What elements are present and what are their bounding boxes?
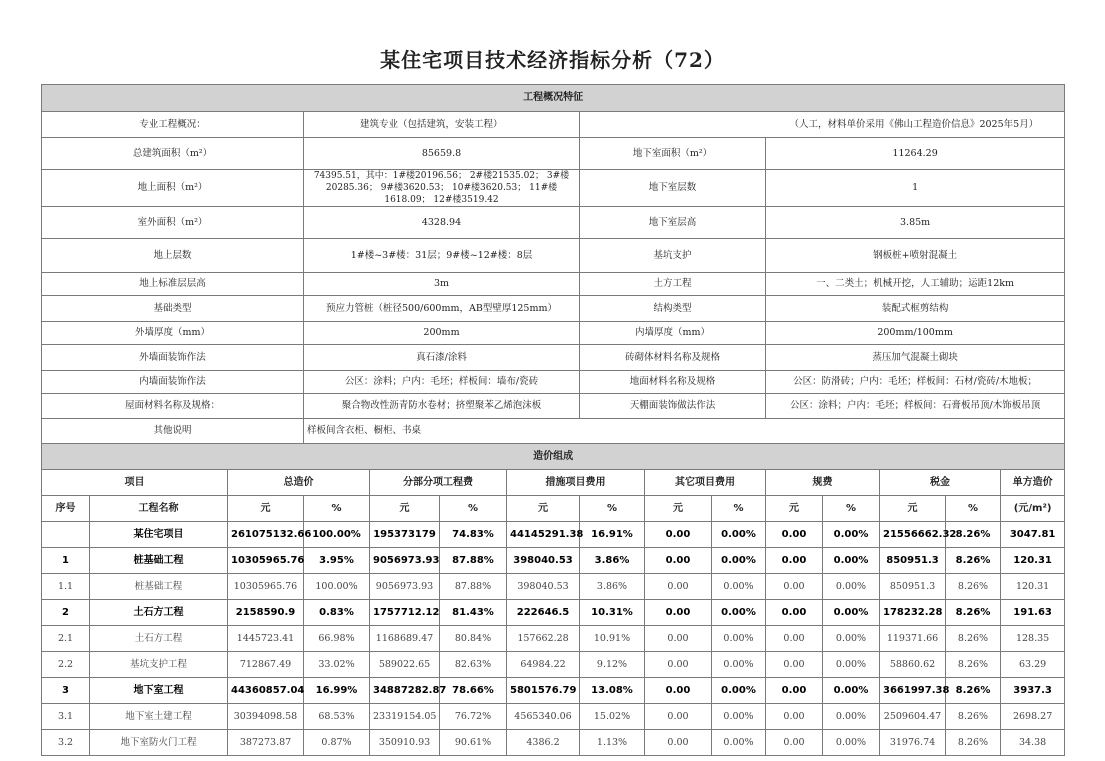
row-value: 0.00 — [766, 574, 823, 600]
feature-label: 地下室层高 — [580, 207, 766, 239]
row-value: 0.00 — [645, 600, 712, 626]
column-header: 工程名称 — [90, 496, 228, 522]
feature-value: 一、二类土；机械开挖，人工辅助；运距12km — [766, 273, 1065, 296]
table-row — [42, 652, 1065, 678]
row-value: 222646.5 — [507, 600, 580, 626]
row-value: 350910.93 — [370, 730, 440, 756]
feature-value: 3.85m — [766, 207, 1065, 239]
row-value: 0.00% — [823, 574, 880, 600]
row-value: 0.00 — [766, 548, 823, 574]
row-value: 4565340.06 — [507, 704, 580, 730]
feature-label: 地面材料名称及规格 — [580, 371, 766, 394]
row-value: 0.87% — [304, 730, 370, 756]
row-name: 某住宅项目 — [90, 522, 228, 548]
row-value: 21556662.32 — [880, 522, 946, 548]
row-value: 0.00% — [712, 600, 766, 626]
row-value: 0.00 — [766, 600, 823, 626]
row-value: 3661997.38 — [880, 678, 946, 704]
row-value: 23319154.05 — [370, 704, 440, 730]
row-value: 87.88% — [440, 574, 507, 600]
row-value: 8.26% — [946, 522, 1001, 548]
overview-label: 专业工程概况： — [42, 112, 304, 138]
row-value: 87.88% — [440, 548, 507, 574]
row-value: 4386.2 — [507, 730, 580, 756]
row-value: 10305965.76 — [228, 574, 304, 600]
column-header: (元/m²) — [1001, 496, 1065, 522]
table-row — [42, 730, 1065, 756]
row-value: 63.29 — [1001, 652, 1065, 678]
section-title: 工程概况特征 — [42, 85, 1065, 112]
row-value: 3937.3 — [1001, 678, 1065, 704]
table-row — [42, 574, 1065, 600]
feature-label: 地上标准层层高 — [42, 273, 304, 296]
row-value: 0.00% — [712, 704, 766, 730]
row-value: 128.35 — [1001, 626, 1065, 652]
row-value: 191.63 — [1001, 600, 1065, 626]
feature-value: 公区：防滑砖；户内：毛坯；样板间：石材/瓷砖/木地板； — [766, 371, 1065, 394]
row-value: 0.00% — [712, 730, 766, 756]
row-index: 1 — [42, 548, 90, 574]
column-group-header: 税金 — [880, 470, 1001, 496]
row-value: 33.02% — [304, 652, 370, 678]
row-value: 8.26% — [946, 652, 1001, 678]
feature-row — [42, 322, 1065, 345]
feature-value: 蒸压加气混凝土砌块 — [766, 345, 1065, 371]
table-row — [42, 522, 1065, 548]
row-value: 80.84% — [440, 626, 507, 652]
row-value: 100.00% — [304, 574, 370, 600]
column-header: 元 — [507, 496, 580, 522]
feature-value: 1 — [766, 170, 1065, 207]
row-value: 0.00 — [645, 652, 712, 678]
row-value: 0.00% — [712, 522, 766, 548]
row-value: 8.26% — [946, 626, 1001, 652]
row-index: 1.1 — [42, 574, 90, 600]
row-value: 10.91% — [580, 626, 645, 652]
feature-row — [42, 371, 1065, 394]
feature-row — [42, 296, 1065, 322]
row-value: 68.53% — [304, 704, 370, 730]
column-header: % — [823, 496, 880, 522]
row-name: 地下室土建工程 — [90, 704, 228, 730]
column-header: % — [440, 496, 507, 522]
row-value: 0.00% — [712, 652, 766, 678]
row-value: 44145291.38 — [507, 522, 580, 548]
row-value: 850951.3 — [880, 548, 946, 574]
row-value: 0.00% — [712, 574, 766, 600]
indicator-table — [41, 84, 1065, 756]
row-value: 1168689.47 — [370, 626, 440, 652]
row-value: 0.00% — [712, 548, 766, 574]
row-value: 82.63% — [440, 652, 507, 678]
row-value: 10305965.76 — [228, 548, 304, 574]
row-value: 34887282.87 — [370, 678, 440, 704]
row-value: 8.26% — [946, 574, 1001, 600]
feature-value: 200mm/100mm — [766, 322, 1065, 345]
table-row — [42, 626, 1065, 652]
row-value: 712867.49 — [228, 652, 304, 678]
row-value: 0.00 — [766, 626, 823, 652]
row-value: 1757712.12 — [370, 600, 440, 626]
row-value: 120.31 — [1001, 548, 1065, 574]
row-value: 195373179 — [370, 522, 440, 548]
column-group-header: 其它项目费用 — [645, 470, 766, 496]
feature-value: 预应力管桩（桩径500/600mm，AB型壁厚125mm） — [304, 296, 580, 322]
document-title: 某住宅项目技术经济指标分析（72） — [380, 48, 725, 72]
row-value: 0.00 — [645, 574, 712, 600]
row-value: 120.31 — [1001, 574, 1065, 600]
column-group-header: 措施项目费用 — [507, 470, 645, 496]
feature-label: 基坑支护 — [580, 239, 766, 273]
feature-label: 砖砌体材料名称及规格 — [580, 345, 766, 371]
row-value: 3.86% — [580, 574, 645, 600]
row-value: 8.26% — [946, 600, 1001, 626]
column-header: 元 — [645, 496, 712, 522]
row-value: 2509604.47 — [880, 704, 946, 730]
feature-value: 85659.8 — [304, 138, 580, 170]
row-index: 3 — [42, 678, 90, 704]
row-index: 3.2 — [42, 730, 90, 756]
row-value: 2158590.9 — [228, 600, 304, 626]
feature-label: 室外面积（m²） — [42, 207, 304, 239]
overview-value: 建筑专业（包括建筑，安装工程） — [304, 112, 580, 138]
row-value: 34.38 — [1001, 730, 1065, 756]
row-value: 9056973.93 — [370, 574, 440, 600]
row-name: 桩基础工程 — [90, 574, 228, 600]
other-label: 其他说明 — [42, 419, 304, 444]
row-value: 90.61% — [440, 730, 507, 756]
feature-label: 总建筑面积（m²） — [42, 138, 304, 170]
feature-value: 公区：涂料；户内：毛坯；样板间：石膏板吊顶/木饰板吊顶 — [766, 394, 1065, 419]
row-value: 5801576.79 — [507, 678, 580, 704]
row-value: 0.00 — [766, 522, 823, 548]
feature-row — [42, 345, 1065, 371]
feature-label: 地上层数 — [42, 239, 304, 273]
row-index: 3.1 — [42, 704, 90, 730]
column-header: % — [712, 496, 766, 522]
column-group-header: 分部分项工程费 — [370, 470, 507, 496]
row-value: 178232.28 — [880, 600, 946, 626]
section-header-cost — [42, 444, 1065, 470]
feature-label: 地下室层数 — [580, 170, 766, 207]
feature-value: 200mm — [304, 322, 580, 345]
row-index: 2.1 — [42, 626, 90, 652]
column-group-header: 项目 — [42, 470, 228, 496]
table-body — [42, 85, 1065, 756]
table-row — [42, 678, 1065, 704]
row-value: 0.00% — [712, 626, 766, 652]
row-name: 桩基础工程 — [90, 548, 228, 574]
row-value: 78.66% — [440, 678, 507, 704]
table-row — [42, 600, 1065, 626]
column-header: 元 — [766, 496, 823, 522]
row-value: 0.00% — [823, 678, 880, 704]
row-value: 16.99% — [304, 678, 370, 704]
row-name: 基坑支护工程 — [90, 652, 228, 678]
row-value: 9056973.93 — [370, 548, 440, 574]
section-title: 造价组成 — [42, 444, 1065, 470]
row-value: 0.00 — [645, 626, 712, 652]
feature-label: 天棚面装饰做法作法 — [580, 394, 766, 419]
table-row — [42, 548, 1065, 574]
row-name: 土石方工程 — [90, 626, 228, 652]
row-value: 0.00% — [823, 548, 880, 574]
row-value: 0.00 — [766, 678, 823, 704]
feature-label: 基础类型 — [42, 296, 304, 322]
row-value: 0.00% — [823, 704, 880, 730]
feature-label: 外墙厚度（mm） — [42, 322, 304, 345]
feature-label: 地上面积（m²） — [42, 170, 304, 207]
feature-row — [42, 170, 1065, 207]
row-value: 100.00% — [304, 522, 370, 548]
row-value: 44360857.04 — [228, 678, 304, 704]
feature-label: 外墙面装饰作法 — [42, 345, 304, 371]
row-value: 76.72% — [440, 704, 507, 730]
column-header: 元 — [880, 496, 946, 522]
row-value: 10.31% — [580, 600, 645, 626]
column-header: 序号 — [42, 496, 90, 522]
column-header: % — [304, 496, 370, 522]
feature-value: 装配式框剪结构 — [766, 296, 1065, 322]
table-row — [42, 704, 1065, 730]
row-value: 0.00% — [823, 626, 880, 652]
row-index — [42, 522, 90, 548]
feature-value: 4328.94 — [304, 207, 580, 239]
row-value: 31976.74 — [880, 730, 946, 756]
row-value: 3.95% — [304, 548, 370, 574]
row-value: 81.43% — [440, 600, 507, 626]
row-value: 0.00 — [645, 678, 712, 704]
row-value: 8.26% — [946, 548, 1001, 574]
feature-row — [42, 239, 1065, 273]
column-header: 元 — [370, 496, 440, 522]
row-value: 0.00 — [766, 704, 823, 730]
row-index: 2 — [42, 600, 90, 626]
feature-value: 公区：涂料；户内：毛坯；样板间：墙布/瓷砖 — [304, 371, 580, 394]
row-value: 0.00 — [645, 522, 712, 548]
row-value: 850951.3 — [880, 574, 946, 600]
column-group-header: 规费 — [766, 470, 880, 496]
feature-label: 土方工程 — [580, 273, 766, 296]
row-value: 157662.28 — [507, 626, 580, 652]
column-header: % — [946, 496, 1001, 522]
row-value: 0.00% — [823, 522, 880, 548]
row-value: 64984.22 — [507, 652, 580, 678]
feature-label: 结构类型 — [580, 296, 766, 322]
row-value: 13.08% — [580, 678, 645, 704]
row-value: 589022.65 — [370, 652, 440, 678]
overview-note: （人工，材料单价采用《佛山工程造价信息》2025年5月） — [580, 112, 1065, 138]
row-value: 0.00 — [645, 548, 712, 574]
row-value: 3.86% — [580, 548, 645, 574]
row-name: 地下室工程 — [90, 678, 228, 704]
column-group-header: 总造价 — [228, 470, 370, 496]
column-header: % — [580, 496, 645, 522]
row-value: 16.91% — [580, 522, 645, 548]
cost-subheader-row — [42, 496, 1065, 522]
row-value: 0.83% — [304, 600, 370, 626]
row-name: 地下室防火门工程 — [90, 730, 228, 756]
row-value: 119371.66 — [880, 626, 946, 652]
row-value: 0.00 — [766, 730, 823, 756]
row-value: 30394098.58 — [228, 704, 304, 730]
column-group-header: 单方造价 — [1001, 470, 1065, 496]
row-value: 8.26% — [946, 678, 1001, 704]
column-header: 元 — [228, 496, 304, 522]
row-value: 0.00% — [712, 678, 766, 704]
feature-value: 3m — [304, 273, 580, 296]
row-index: 2.2 — [42, 652, 90, 678]
feature-row — [42, 273, 1065, 296]
row-value: 3047.81 — [1001, 522, 1065, 548]
feature-value: 钢板桩+喷射混凝土 — [766, 239, 1065, 273]
row-value: 387273.87 — [228, 730, 304, 756]
row-value: 66.98% — [304, 626, 370, 652]
feature-label: 内墙面装饰作法 — [42, 371, 304, 394]
feature-value: 11264.29 — [766, 138, 1065, 170]
row-value: 0.00 — [645, 730, 712, 756]
feature-label: 地下室面积（m²） — [580, 138, 766, 170]
row-value: 1.13% — [580, 730, 645, 756]
cost-header-row — [42, 470, 1065, 496]
other-value: 样板间含衣柜、橱柜、书桌 — [304, 419, 1065, 444]
row-value: 0.00% — [823, 652, 880, 678]
row-value: 398040.53 — [507, 548, 580, 574]
row-value: 74.83% — [440, 522, 507, 548]
row-value: 1445723.41 — [228, 626, 304, 652]
feature-row — [42, 207, 1065, 239]
other-row — [42, 419, 1065, 444]
feature-label: 内墙厚度（mm） — [580, 322, 766, 345]
feature-value: 真石漆/涂料 — [304, 345, 580, 371]
row-value: 0.00 — [645, 704, 712, 730]
row-value: 9.12% — [580, 652, 645, 678]
row-value: 261075132.66 — [228, 522, 304, 548]
feature-value: 74395.51，其中：1#楼20196.56； 2#楼21535.02； 3#楼20285.36； 9#楼3620.53； 10#楼3620.53； 11#楼1618.09； 12#楼3519.42 — [304, 170, 580, 207]
row-name: 土石方工程 — [90, 600, 228, 626]
row-value: 398040.53 — [507, 574, 580, 600]
row-value: 8.26% — [946, 704, 1001, 730]
section-header-overview — [42, 85, 1065, 112]
overview-row — [42, 112, 1065, 138]
feature-row — [42, 394, 1065, 419]
row-value: 2698.27 — [1001, 704, 1065, 730]
row-value: 0.00 — [766, 652, 823, 678]
feature-row — [42, 138, 1065, 170]
feature-value: 聚合物改性沥青防水卷材；挤塑聚苯乙烯泡沫板 — [304, 394, 580, 419]
row-value: 58860.62 — [880, 652, 946, 678]
feature-value: 1#楼~3#楼：31层；9#楼~12#楼：8层 — [304, 239, 580, 273]
row-value: 0.00% — [823, 730, 880, 756]
feature-label: 屋面材料名称及规格： — [42, 394, 304, 419]
row-value: 8.26% — [946, 730, 1001, 756]
row-value: 15.02% — [580, 704, 645, 730]
row-value: 0.00% — [823, 600, 880, 626]
